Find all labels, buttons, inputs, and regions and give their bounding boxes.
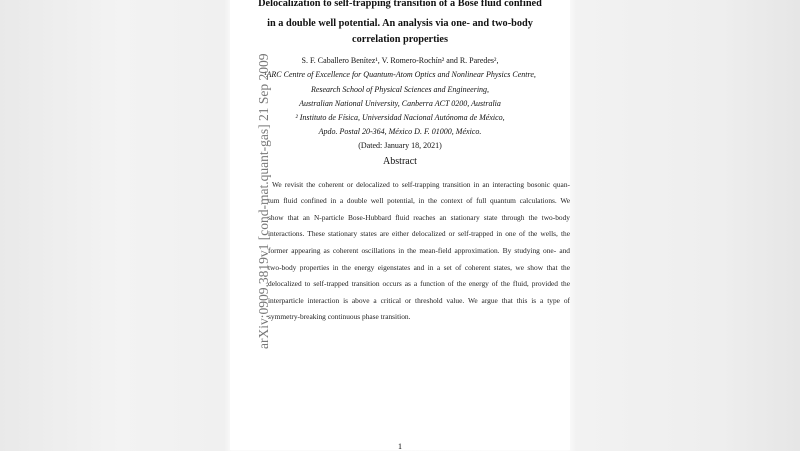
abstract-line: symmetry-breaking continuous phase transition. (268, 312, 411, 321)
paper-title-line: in a double well potential. An analysis via one- and two-body (267, 18, 533, 29)
paper-title-line: Delocalization to self-trapping transition of a Bose fluid confined (258, 0, 542, 9)
abstract-line: delocalized to self-trapped transition occurs as a function of the energy of the fluid, provided the (268, 279, 570, 288)
authors: S. F. Caballero Benítez¹, V. Romero-Rochín² and R. Paredes², (301, 56, 499, 65)
affiliation-line: ² Instituto de Física, Universidad Nacional Autónoma de México, (295, 113, 505, 122)
abstract-line: two-body properties in the energy eigenstates and in a set of coherent states, we show that the (268, 263, 570, 272)
arxiv-stamp: arXiv:0909.3819v1 [cond-mat.quant-gas] 21 Sep 2009 (256, 53, 271, 349)
affiliation-line: Apdo. Postal 20-364, México D. F. 01000, México. (318, 127, 482, 136)
abstract-line: show that an N-particle Bose-Hubbard fluid reaches an stationary state through the two-body (268, 213, 570, 222)
affiliation-line: ¹ARC Centre of Excellence for Quantum-Atom Optics and Nonlinear Physics Centre, (264, 70, 536, 79)
abstract-line: We revisit the coherent or delocalized to self-trapping transition in an interacting bosonic quan- (272, 180, 570, 189)
affiliation-line: Australian National University, Canberra ACT 0200, Australia (299, 99, 501, 108)
abstract-heading: Abstract (383, 156, 417, 167)
paper-title-line: correlation properties (352, 34, 448, 45)
abstract-line: former appearing as coherent oscillations in the mean-field approximation. By studying one- and (268, 246, 570, 255)
paper-page (230, 0, 570, 450)
dated: (Dated: January 18, 2021) (358, 141, 442, 150)
page-number: 1 (398, 442, 402, 451)
abstract-line: interactions. These stationary states are either delocalized or self-trapped in one of the wells, the (268, 229, 570, 238)
abstract-line: tum fluid confined in a double well potential, in the context of full quantum calculations. We (268, 196, 570, 205)
affiliation-line: Research School of Physical Sciences and Engineering, (310, 85, 490, 94)
abstract-line: interparticle interaction is above a critical or threshold value. We argue that this is a type of (268, 296, 570, 305)
